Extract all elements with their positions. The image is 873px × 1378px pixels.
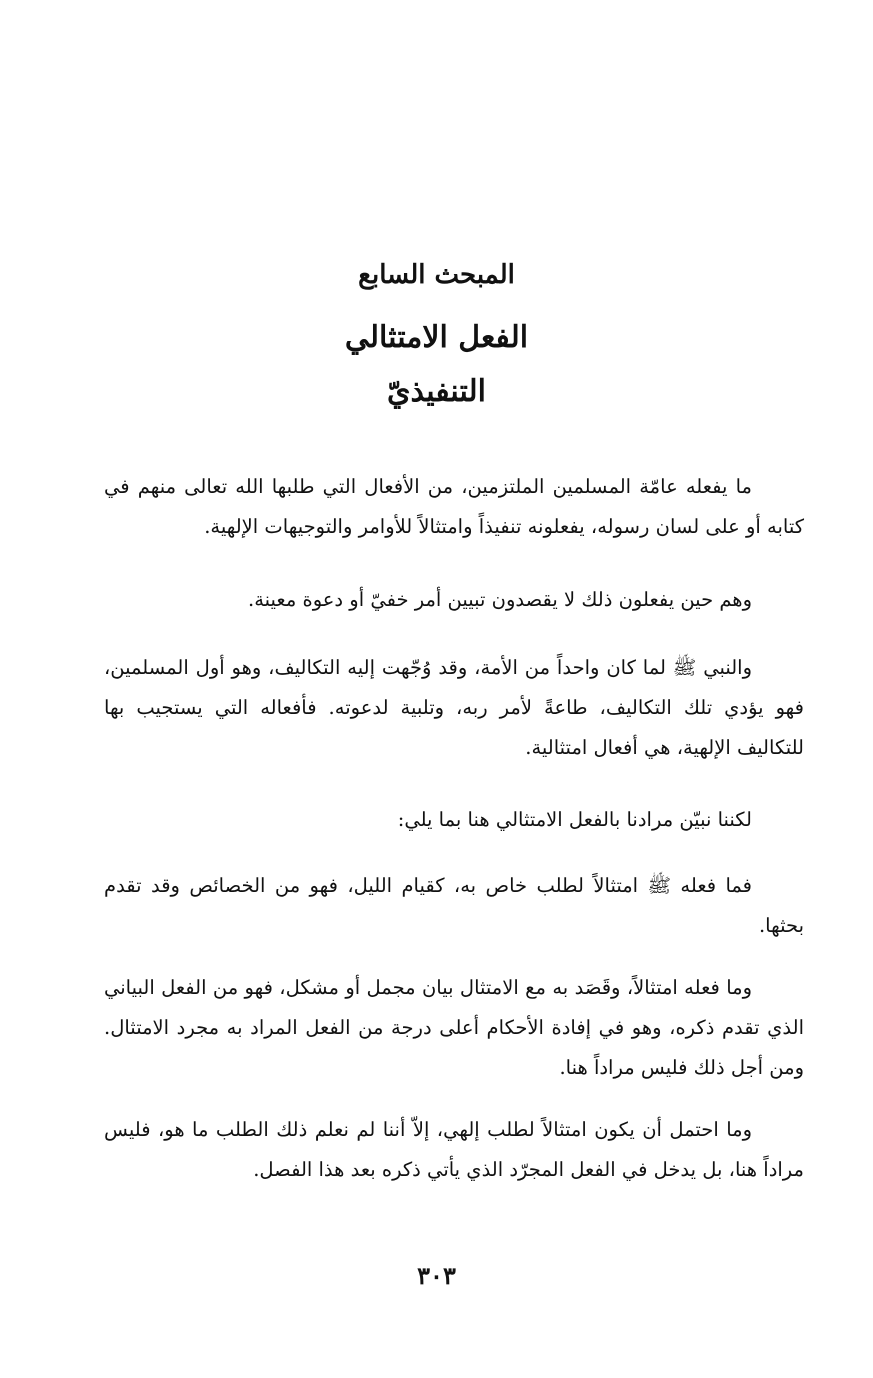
page-number: ٣٠٣: [417, 1261, 456, 1290]
paragraph: ما يفعله عامّة المسلمين الملتزمين، من الأفعال التي طلبها الله تعالى منهم في كتابه أو على لسان رسوله، يفعلونه تنفيذاً وامتثالاً للأوامر والتوجيهات الإلهية.: [104, 475, 804, 538]
chapter-subtitle: التنفيذيّ: [386, 374, 487, 409]
chapter-title: الفعل الامتثالي: [344, 320, 529, 355]
paragraph: وهم حين يفعلون ذلك لا يقصدون تبيين أمر خفيّ أو دعوة معينة.: [248, 588, 752, 611]
paragraph: والنبي ﷺ لما كان واحداً من الأمة، وقد وُجّهت إليه التكاليف، وهو أول المسلمين، فهو يؤدي تلك التكاليف، طاعةً لأمر ربه، وتلبية لدعوته. فأفعاله التي يستجيب بها للتكاليف الإلهية، هي أفعال امتثالية.: [104, 656, 804, 759]
paragraph: وما احتمل أن يكون امتثالاً لطلب إلهي، إلاّ أننا لم نعلم ذلك الطلب ما هو، فليس مراداً هنا، بل يدخل في الفعل المجرّد الذي يأتي ذكره بعد هذا الفصل.: [104, 1118, 804, 1181]
paragraph: لكننا نبيّن مرادنا بالفعل الامتثالي هنا بما يلي:: [397, 808, 752, 831]
paragraph: وما فعله امتثالاً، وقَصَد به مع الامتثال بيان مجمل أو مشكل، فهو من الفعل البياني الذي تقدم ذكره، وهو في إفادة الأحكام أعلى درجة من الفعل المراد به مجرد الامتثال. ومن أجل ذلك فليس مراداً هنا.: [104, 976, 804, 1079]
paragraph: فما فعله ﷺ امتثالاً لطلب خاص به، كقيام الليل، فهو من الخصائص وقد تقدم بحثها.: [104, 874, 804, 937]
section-heading: المبحث السابع: [358, 260, 515, 290]
